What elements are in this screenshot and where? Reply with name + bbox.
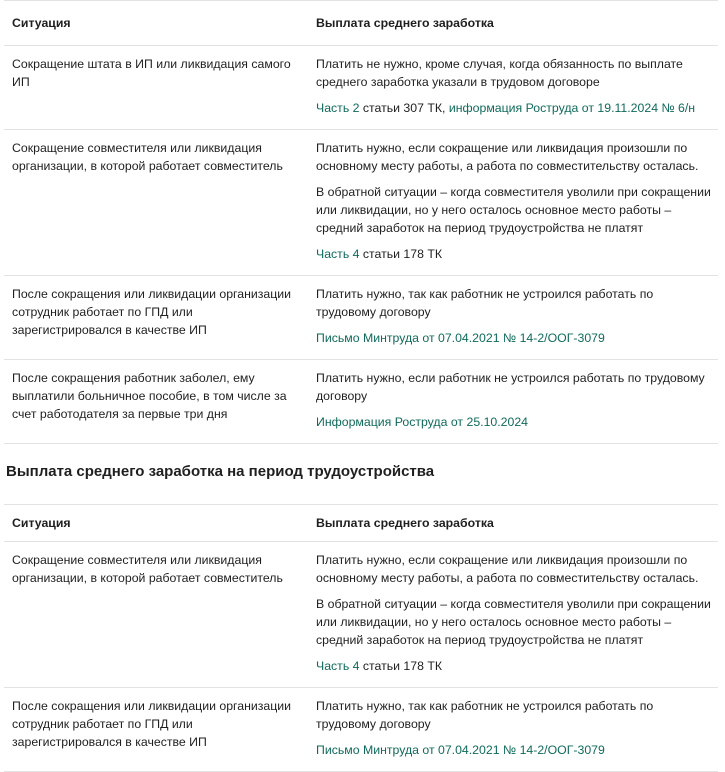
reference [316, 329, 712, 347]
rostrud-info-link[interactable]: информация Роструда от 19.11.2024 № 6/н [448, 101, 696, 115]
reference-text: статьи 307 ТК, [359, 101, 449, 115]
payment-cell [306, 276, 718, 360]
situation-cell: Сокращение совместителя или ликвидация организации, в которой работает совместитель [4, 542, 306, 688]
mintrud-letter-link[interactable]: Письмо Минтруда от 07.04.2021 № 14-2/ООГ-3079 [316, 743, 605, 757]
reference-text: статьи 178 ТК [359, 247, 443, 261]
reference [316, 245, 712, 263]
payment-text: Платить не нужно, кроме случая, когда обязанность по выплате среднего заработка указали в трудовом договоре [316, 57, 683, 89]
header-situation: Ситуация [4, 505, 306, 542]
header-situation: Ситуация [4, 1, 306, 46]
table-header-row [4, 1, 718, 46]
payment-text: В обратной ситуации – когда совместителя уволили при сокращении или ликвидации, но у него осталось основное место работы – средний заработок на период трудоустройства не платят [316, 185, 711, 235]
page [4, 0, 718, 772]
payment-text: В обратной ситуации – когда совместителя уволили при сокращении или ликвидации, но у него осталось основное место работы – средний заработок на период трудоустройства не платят [316, 597, 711, 647]
table-row [4, 46, 718, 130]
payments-table [4, 0, 718, 444]
situation-cell: После сокращения или ликвидации организации сотрудник работает по ГПД или зарегистрировался в качестве ИП [4, 276, 306, 360]
header-payment: Выплата среднего заработка [306, 1, 718, 46]
reference-text: статьи 178 ТК [359, 659, 443, 673]
situation-cell: После сокращения или ликвидации организации сотрудник работает по ГПД или зарегистрировался в качестве ИП [4, 688, 306, 772]
law-link[interactable]: Часть 4 [316, 659, 360, 673]
payment-text: Платить нужно, так как работник не устроился работать по трудовому договору [316, 287, 654, 319]
law-link[interactable]: Часть 4 [316, 247, 360, 261]
payment-cell [306, 130, 718, 276]
table-row [4, 130, 718, 276]
payment-text: Платить нужно, если работник не устроился работать по трудовому договору [316, 371, 705, 403]
table-row [4, 688, 718, 772]
table-row [4, 276, 718, 360]
situation-cell: Сокращение штата в ИП или ликвидация самого ИП [4, 46, 306, 130]
payment-text: Платить нужно, так как работник не устроился работать по трудовому договору [316, 699, 654, 731]
table-row [4, 360, 718, 444]
payment-cell [306, 542, 718, 688]
rostrud-info-link[interactable]: Информация Роструда от 25.10.2024 [316, 415, 529, 429]
payment-text: Платить нужно, если сокращение или ликвидация произошли по основному месту работы, а работа по совместительству осталась. [316, 553, 699, 585]
reference [316, 657, 712, 675]
payment-cell [306, 688, 718, 772]
mintrud-letter-link[interactable]: Письмо Минтруда от 07.04.2021 № 14-2/ООГ-3079 [316, 331, 605, 345]
situation-cell: После сокращения работник заболел, ему выплатили больничное пособие, в том числе за счет работодателя за первые три дня [4, 360, 306, 444]
payment-cell [306, 360, 718, 444]
payment-text: Платить нужно, если сокращение или ликвидация произошли по основному месту работы, а работа по совместительству осталась. [316, 141, 699, 173]
table-row [4, 542, 718, 688]
reference [316, 99, 712, 117]
reference [316, 741, 712, 759]
reference [316, 413, 712, 431]
section-title: Выплата среднего заработка на период трудоустройства [6, 463, 435, 480]
table-header-row [4, 505, 718, 542]
law-link[interactable]: Часть 2 [316, 101, 360, 115]
employment-period-table [4, 504, 718, 772]
situation-cell: Сокращение совместителя или ликвидация организации, в которой работает совместитель [4, 130, 306, 276]
payment-cell [306, 46, 718, 130]
header-payment: Выплата среднего заработка [306, 505, 718, 542]
